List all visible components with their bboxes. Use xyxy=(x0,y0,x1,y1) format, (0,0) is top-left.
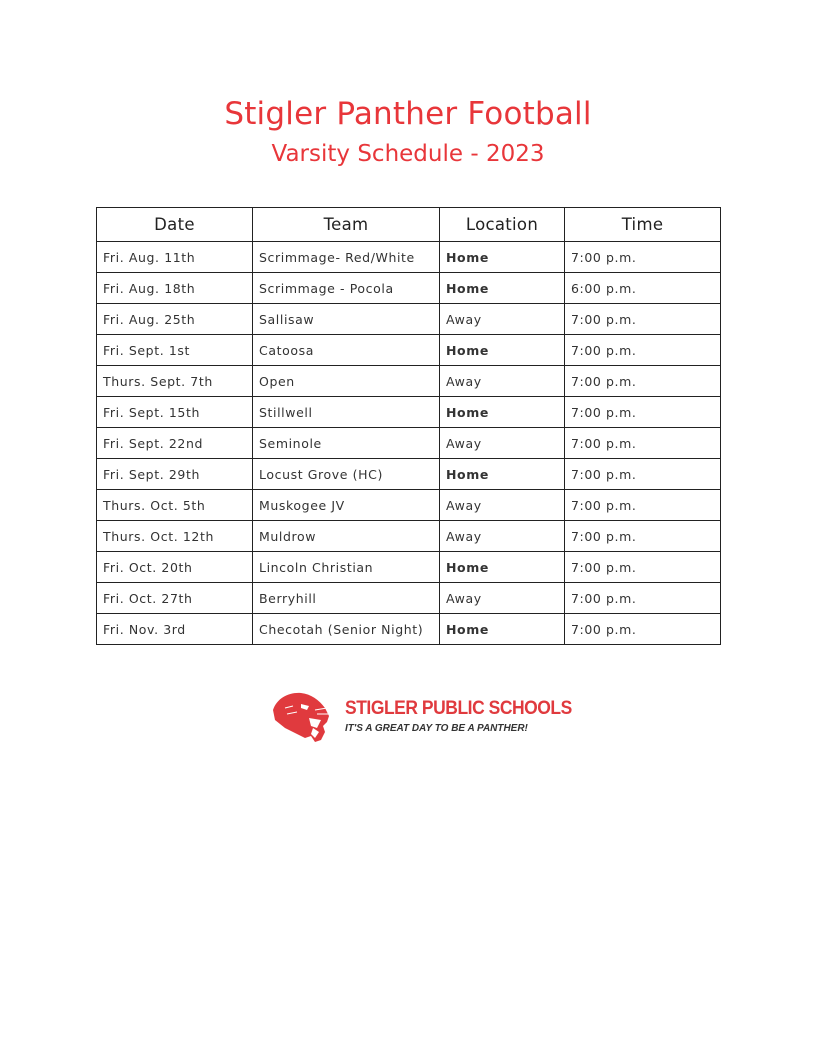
cell-date: Fri. Sept. 15th xyxy=(97,397,253,428)
page-subtitle: Varsity Schedule - 2023 xyxy=(271,141,545,167)
column-header-date: Date xyxy=(97,208,253,242)
cell-location: Away xyxy=(439,304,564,335)
cell-time: 7:00 p.m. xyxy=(564,552,720,583)
table-row xyxy=(97,552,721,583)
cell-team: Checotah (Senior Night) xyxy=(253,614,440,645)
cell-date: Fri. Aug. 11th xyxy=(97,242,253,273)
cell-location: Home xyxy=(439,273,564,304)
cell-time: 7:00 p.m. xyxy=(564,366,720,397)
cell-team: Lincoln Christian xyxy=(253,552,440,583)
cell-date: Thurs. Oct. 5th xyxy=(97,490,253,521)
cell-date: Fri. Sept. 1st xyxy=(97,335,253,366)
cell-time: 7:00 p.m. xyxy=(564,459,720,490)
cell-date: Fri. Sept. 22nd xyxy=(97,428,253,459)
cell-time: 7:00 p.m. xyxy=(564,242,720,273)
page-title: Stigler Panther Football xyxy=(224,96,592,132)
table-row xyxy=(97,366,721,397)
cell-location: Home xyxy=(439,335,564,366)
logo-school-name: STIGLER PUBLIC SCHOOLS xyxy=(345,698,572,719)
table-header-row xyxy=(97,208,721,242)
cell-team: Scrimmage - Pocola xyxy=(253,273,440,304)
table-row xyxy=(97,521,721,552)
column-header-location: Location xyxy=(439,208,564,242)
cell-location: Away xyxy=(439,490,564,521)
cell-location: Away xyxy=(439,521,564,552)
table-row xyxy=(97,304,721,335)
table-row xyxy=(97,583,721,614)
cell-time: 7:00 p.m. xyxy=(564,583,720,614)
schedule-table xyxy=(96,207,721,645)
cell-date: Fri. Nov. 3rd xyxy=(97,614,253,645)
cell-time: 7:00 p.m. xyxy=(564,335,720,366)
table-row xyxy=(97,614,721,645)
cell-date: Fri. Aug. 25th xyxy=(97,304,253,335)
cell-date: Fri. Oct. 20th xyxy=(97,552,253,583)
cell-team: Muldrow xyxy=(253,521,440,552)
cell-time: 7:00 p.m. xyxy=(564,521,720,552)
cell-team: Sallisaw xyxy=(253,304,440,335)
cell-time: 7:00 p.m. xyxy=(564,490,720,521)
table-row xyxy=(97,335,721,366)
school-logo xyxy=(271,688,572,744)
panther-head-icon xyxy=(271,688,331,744)
cell-date: Fri. Aug. 18th xyxy=(97,273,253,304)
cell-time: 7:00 p.m. xyxy=(564,428,720,459)
cell-team: Catoosa xyxy=(253,335,440,366)
table-row xyxy=(97,273,721,304)
cell-team: Seminole xyxy=(253,428,440,459)
table-row xyxy=(97,242,721,273)
cell-team: Open xyxy=(253,366,440,397)
cell-time: 7:00 p.m. xyxy=(564,304,720,335)
cell-location: Home xyxy=(439,397,564,428)
cell-location: Away xyxy=(439,428,564,459)
cell-location: Away xyxy=(439,583,564,614)
table-row xyxy=(97,428,721,459)
cell-time: 7:00 p.m. xyxy=(564,397,720,428)
column-header-time: Time xyxy=(564,208,720,242)
cell-date: Thurs. Oct. 12th xyxy=(97,521,253,552)
table-row xyxy=(97,397,721,428)
cell-location: Home xyxy=(439,459,564,490)
column-header-team: Team xyxy=(253,208,440,242)
cell-location: Away xyxy=(439,366,564,397)
cell-team: Berryhill xyxy=(253,583,440,614)
cell-team: Scrimmage- Red/White xyxy=(253,242,440,273)
table-row xyxy=(97,459,721,490)
cell-date: Fri. Oct. 27th xyxy=(97,583,253,614)
cell-team: Stillwell xyxy=(253,397,440,428)
cell-time: 7:00 p.m. xyxy=(564,614,720,645)
cell-date: Fri. Sept. 29th xyxy=(97,459,253,490)
cell-date: Thurs. Sept. 7th xyxy=(97,366,253,397)
cell-location: Home xyxy=(439,552,564,583)
cell-time: 6:00 p.m. xyxy=(564,273,720,304)
cell-team: Muskogee JV xyxy=(253,490,440,521)
cell-location: Home xyxy=(439,242,564,273)
table-row xyxy=(97,490,721,521)
cell-location: Home xyxy=(439,614,564,645)
cell-team: Locust Grove (HC) xyxy=(253,459,440,490)
logo-tagline: IT'S A GREAT DAY TO BE A PANTHER! xyxy=(345,722,528,734)
